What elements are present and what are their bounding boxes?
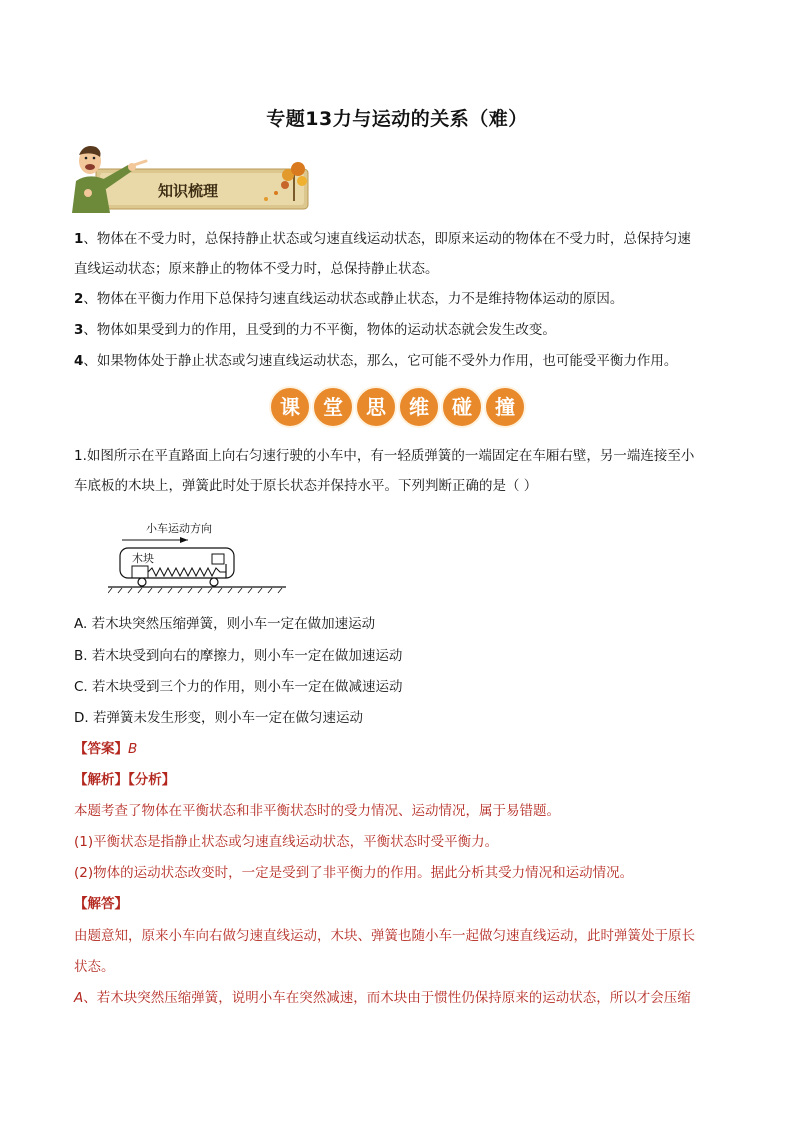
option-b: B. 若木块受到向右的摩擦力，则小车一定在做加速运动 xyxy=(74,648,403,664)
spring xyxy=(148,568,226,576)
classroom-stamp-heading xyxy=(268,385,528,429)
analysis-line-3: (2)物体的运动状态改变时，一定是受到了非平衡力的作用。据此分析其受力情况和运动情况。 xyxy=(74,865,634,881)
stamp-char-2 xyxy=(313,387,353,427)
stamp-char-4 xyxy=(399,387,439,427)
cart-wheel-right xyxy=(210,578,218,586)
answer-label: 【答案】 xyxy=(74,741,128,757)
teacher-pointing-icon xyxy=(66,141,316,213)
cart-wheel-left xyxy=(138,578,146,586)
svg-text:维: 维 xyxy=(409,395,429,419)
solution-line-1: 由题意知，原来小车向右做匀速直线运动，木块、弹簧也随小车一起做匀速直线运动，此时弹簧处于原长 xyxy=(74,928,695,944)
svg-text:撞: 撞 xyxy=(495,395,515,419)
page-title: 专题13力与运动的关系（难） xyxy=(266,108,528,130)
svg-text:碰: 碰 xyxy=(452,395,472,419)
option-c: C. 若木块受到三个力的作用，则小车一定在做减速运动 xyxy=(74,679,403,695)
cart-spring-figure xyxy=(108,518,288,594)
figure-direction-label: 小车运动方向 xyxy=(146,522,212,535)
stamp-char-5 xyxy=(442,387,482,427)
knowledge-item-3: 3、物体如果受到力的作用，且受到的力不平衡，物体的运动状态就会发生改变。 xyxy=(74,322,556,338)
stamp-char-6 xyxy=(485,387,525,427)
cart-window xyxy=(212,554,224,564)
knowledge-banner xyxy=(66,141,316,213)
analysis-line-2: (1)平衡状态是指静止状态或匀速直线运动状态，平衡状态时受平衡力。 xyxy=(74,834,499,850)
knowledge-item-4: 4、如果物体处于静止状态或匀速直线运动状态，那么，它可能不受外力作用，也可能受平衡力作用。 xyxy=(74,353,678,369)
analysis-line-1: 本题考查了物体在平衡状态和非平衡状态时的受力情况、运动情况，属于易错题。 xyxy=(74,803,560,819)
figure-block-label: 木块 xyxy=(132,552,154,565)
knowledge-item-1: 1、物体在不受力时，总保持静止状态或匀速直线运动状态，即原来运动的物体在不受力时，总保持匀速 直线运动状态；原来静止的物体不受力时，总保持静止状态。 xyxy=(74,231,691,277)
arrow-head-icon xyxy=(180,537,188,543)
knowledge-item-2: 2、物体在平衡力作用下总保持匀速直线运动状态或静止状态，力不是维持物体运动的原因。 xyxy=(74,291,624,307)
stamp-char-3 xyxy=(356,387,396,427)
solution-line-a: A、若木块突然压缩弹簧，说明小车在突然减速，而木块由于惯性仍保持原来的运动状态，所以才会压缩 xyxy=(74,990,691,1006)
svg-text:思: 思 xyxy=(366,395,386,419)
solution-line-2: 状态。 xyxy=(74,959,115,975)
option-a: A. 若木块突然压缩弹簧，则小车一定在做加速运动 xyxy=(74,616,376,632)
wood-block xyxy=(132,566,148,578)
option-d: D. 若弹簧未发生形变，则小车一定在做匀速运动 xyxy=(74,710,363,726)
question-text: 1.如图所示在平直路面上向右匀速行驶的小车中，有一轻质弹簧的一端固定在车厢右壁，另一端连接至小 车底板的木块上，弹簧此时处于原长状态并保持水平。下列判断正确的是（ ） xyxy=(74,448,695,494)
stamp-char-1 xyxy=(270,387,310,427)
svg-text:课: 课 xyxy=(280,395,300,419)
answer-line xyxy=(74,737,137,757)
analysis-label: 【解析】【分析】 xyxy=(74,772,176,788)
answer-value: B xyxy=(128,741,138,757)
solution-label: 【解答】 xyxy=(74,896,128,912)
banner-label: 知识梳理 xyxy=(158,182,219,200)
svg-text:堂: 堂 xyxy=(323,395,343,419)
